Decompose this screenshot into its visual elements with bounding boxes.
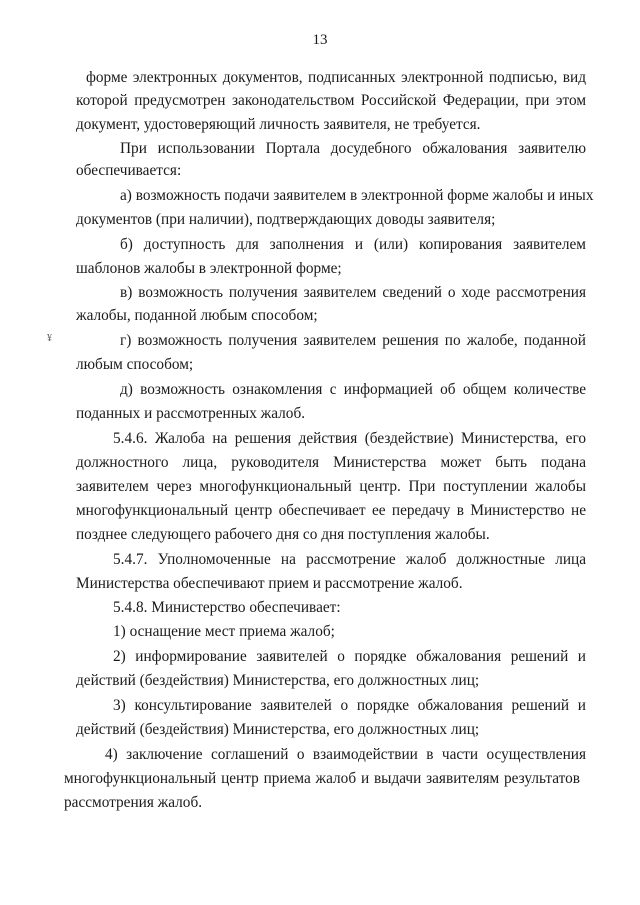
text-line: жалобы, поданной любым способом; bbox=[76, 307, 318, 324]
text-line: При использовании Портала досудебного обжалования заявителю bbox=[120, 140, 586, 157]
text-line: д) возможность ознакомления с информацией об общем количестве bbox=[120, 381, 586, 398]
text-line: б) доступность для заполнения и (или) копирования заявителем bbox=[120, 236, 586, 253]
text-line: 5.4.6. Жалоба на решения действия (бездействие) Министерства, его bbox=[113, 430, 586, 447]
margin-mark: ¥ bbox=[47, 333, 52, 344]
text-line: действий (бездействия) Министерства, его должностных лиц; bbox=[76, 721, 480, 738]
text-line: любым способом; bbox=[76, 356, 194, 373]
text-line: обеспечивается: bbox=[76, 162, 182, 179]
text-line: 5.4.8. Министерство обеспечивает: bbox=[113, 599, 341, 616]
text-line: в) возможность получения заявителем сведений о ходе рассмотрения bbox=[120, 284, 586, 301]
text-line: 2) информирование заявителей о порядке обжалования решений и bbox=[113, 648, 586, 665]
text-line: а) возможность подачи заявителем в электронной форме жалобы и иных bbox=[120, 187, 594, 204]
text-line: поданных и рассмотренных жалоб. bbox=[76, 405, 306, 422]
text-line: многофункциональный центр приема жалоб и выдачи заявителям результатов bbox=[64, 770, 580, 787]
text-line: форме электронных документов, подписанных электронной подписью, вид bbox=[86, 69, 586, 86]
text-line: позднее следующего рабочего дня со дня поступления жалобы. bbox=[76, 526, 490, 543]
text-line: документ, удостоверяющий личность заявителя, не требуется. bbox=[76, 116, 481, 133]
text-line: 5.4.7. Уполномоченные на рассмотрение жалоб должностные лица bbox=[113, 551, 586, 568]
text-line: рассмотрения жалоб. bbox=[64, 794, 203, 811]
text-line: документов (при наличии), подтверждающих доводы заявителя; bbox=[76, 211, 496, 228]
text-line: многофункциональный центр обеспечивает ее передачу в Министерство не bbox=[76, 502, 586, 519]
text-line: шаблонов жалобы в электронной форме; bbox=[76, 260, 342, 277]
text-line: действий (бездействия) Министерства, его должностных лиц; bbox=[76, 672, 480, 689]
text-line: заявителем через многофункциональный центр. При поступлении жалобы bbox=[76, 478, 586, 495]
text-line: должностного лица, руководителя Министерства может быть подана bbox=[76, 454, 586, 471]
text-line: 1) оснащение мест приема жалоб; bbox=[113, 623, 335, 640]
text-line: 3) консультирование заявителей о порядке обжалования решений и bbox=[113, 697, 586, 714]
page-number: 13 bbox=[312, 32, 328, 48]
text-line: Министерства обеспечивают прием и рассмотрение жалоб. bbox=[76, 575, 463, 592]
text-line: 4) заключение соглашений о взаимодействии в части осуществления bbox=[105, 746, 586, 763]
text-line: которой предусмотрен законодательством Российской Федерации, при этом bbox=[76, 92, 586, 109]
text-line: г) возможность получения заявителем решения по жалобе, поданной bbox=[120, 332, 586, 349]
